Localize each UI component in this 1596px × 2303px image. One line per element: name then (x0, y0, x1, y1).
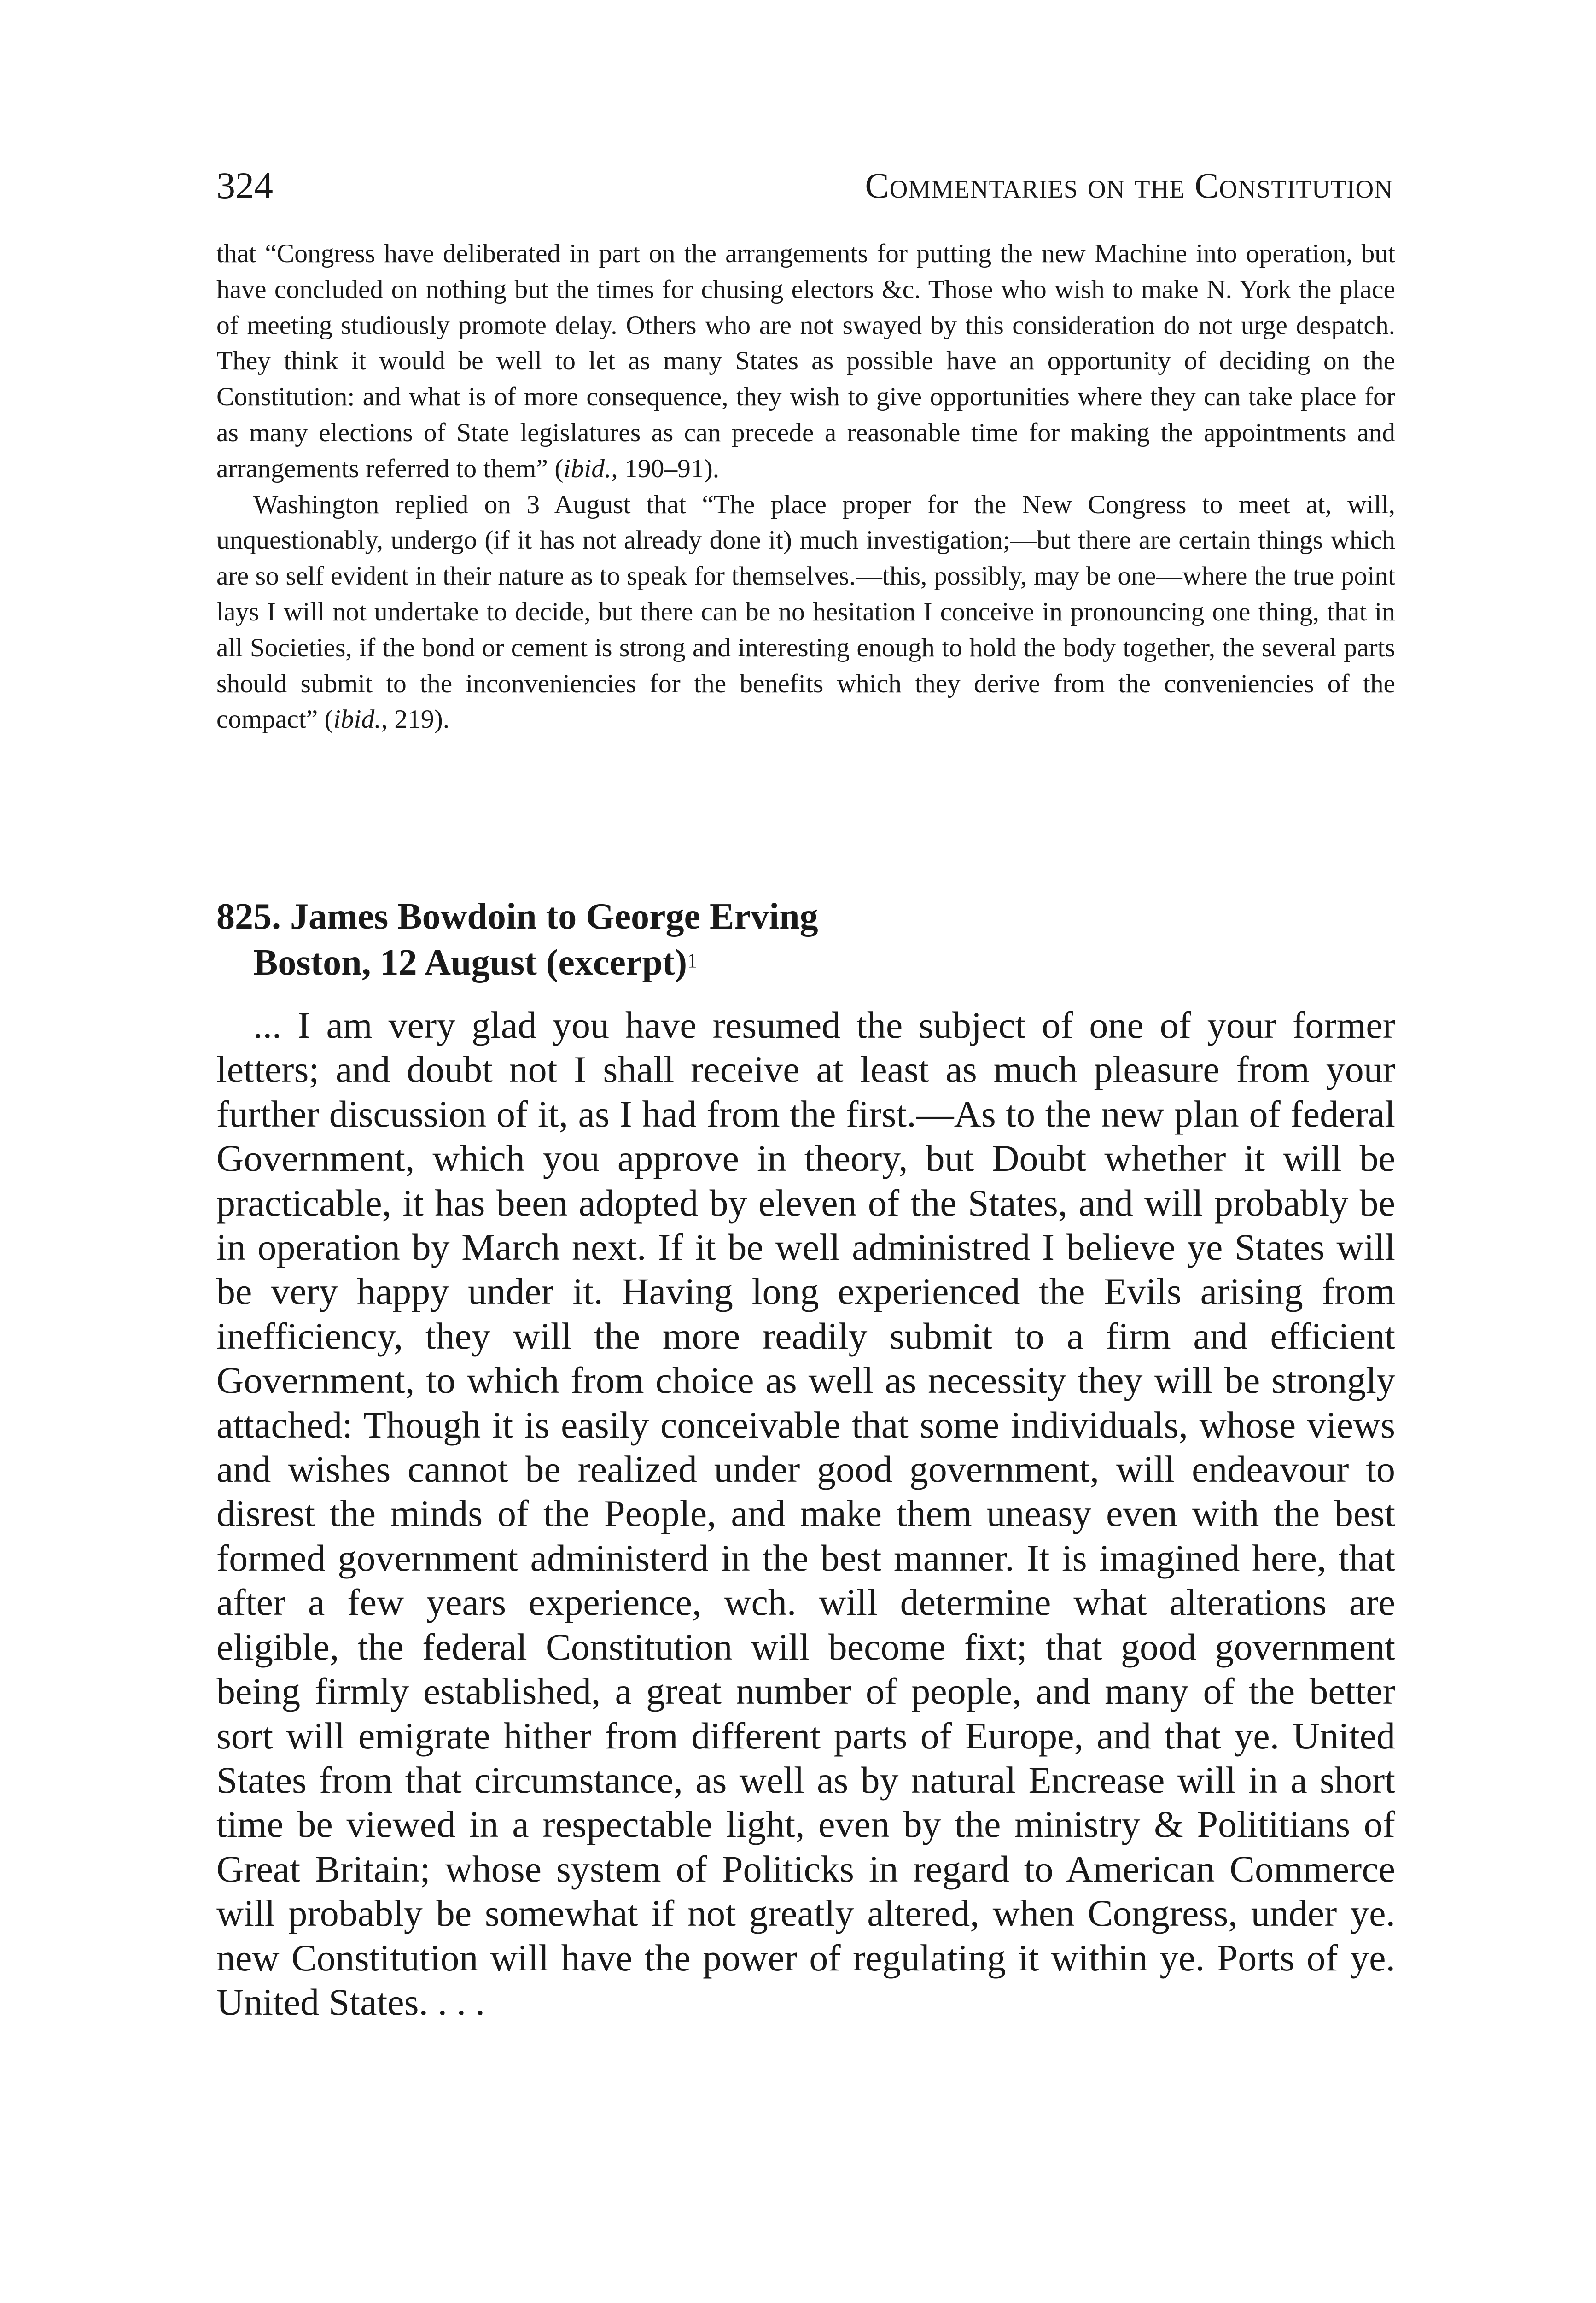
notes-paragraph-text: that “Congress have deliberated in part on the arrangements for putting the new Machine into operation, but have concluded on nothing but the times for chusing electors &c. Those who wish to make N. York the place of meeting studiously promote delay. Others who are not swayed by this consideration do not urge despatch. They think it would be well to let as many States as possible have an opportunity of deciding on the Constitution: and what is of more consequence, they wish to give opportunities where they can take place for as many elections of State legislatures as can precede a reasonable time for making the appointments and arrangements referred to them” (216, 239, 1395, 483)
citation-pages: , 190–91). (611, 454, 720, 483)
citation-ibid: ibid. (563, 454, 612, 483)
footnote-marker: 1 (687, 949, 698, 972)
page-number: 324 (216, 164, 273, 206)
letter-paragraph: ... I am very glad you have resumed the subject of one of your former letters; and doubt not I shall receive at least as much pleasure from your further discussion of it, as I had from the first.—As to the new plan of federal Government, which you approve in theory, but Doubt whether it will be practicable, it has been adopted by eleven of the States, and will probably be in operation by March next. If it be well administred I believe ye States will be very happy under it. Having long experienced the Evils arising from inefficiency, they will the more readily submit to a firm and efficient Government, to which from choice as well as necessity they will be strongly attached: Though it is easily conceivable that some individuals, whose views and wishes cannot be realized under good government, will endeavour to disrest the minds of the People, and make them uneasy even with the best formed government administerd in the best manner. It is imagined here, that after a few years experience, wch. will determine what alterations are eligible, the federal Constitution will become fixt; that good government being firmly established, a great number of people, and many of the better sort will emigrate hither from different parts of Europe, and that ye. United States from that circumstance, as well as by natural Encrease will in a short time be viewed in a respectable light, even by the ministry & Polititians of Great Britain; whose system of Politicks in regard to American Commerce will probably be somewhat if not greatly altered, when Congress, under ye. new Constitution will have the power of regulating it within ye. Ports of ye. United States. . . . (216, 1004, 1395, 2023)
letter-body (216, 1003, 1395, 2024)
entry-heading-title: 825. James Bowdoin to George Erving (216, 896, 818, 937)
notes-paragraph: Washington replied on 3 August that “The place proper for the New Congress to meet at, will, unquestionably, undergo (if it has not already done it) much investigation;—but there are certain things which are so self evident in their nature as to speak for themselves.—this, possibly, may be one—where the true point lays I will not undertake to decide, but there can be no hesitation I conceive in pronouncing one thing, that in all Societies, if the bond or cement is strong and interesting enough to hold the body together, the several parts should submit to the inconveniencies for the benefits which they derive from the conveniencies of the compact” (ibid., 219). (216, 490, 1395, 734)
entry-heading-place-date: Boston, 12 August (excerpt) (253, 942, 687, 983)
entry-heading-subtitle (216, 940, 1395, 986)
citation-pages: , 219). (381, 705, 450, 734)
running-title: Commentaries on the Constitution (865, 165, 1393, 205)
editorial-notes (216, 236, 1395, 737)
notes-paragraph: that “Congress have deliberated in part on the arrangements for putting the new Machine into operation, but have concluded on nothing but the times for chusing electors &c. Those who wish to make N. York the place of meeting studiously promote delay. Others who are not swayed by this consideration do not urge despatch. They think it would be well to let as many States as possible have an opportunity of deciding on the Constitution: and what is of more consequence, they wish to give opportunities where they can take place for as many elections of State legislatures as can precede a reasonable time for making the appointments and arrangements referred to them” (ibid., 190–91). (216, 239, 1395, 483)
notes-paragraph-text: Washington replied on 3 August that “The place proper for the New Congress to meet at, will, unquestionably, undergo (if it has not already done it) much investigation;—but there are certain things which are so self evident in their nature as to speak for themselves.—this, possibly, may be one—where the true point lays I will not undertake to decide, but there can be no hesitation I conceive in pronouncing one thing, that in all Societies, if the bond or cement is strong and interesting enough to hold the body together, the several parts should submit to the inconveniencies for the benefits which they derive from the conveniencies of the compact” (216, 490, 1395, 734)
entry-heading (216, 894, 1395, 986)
citation-ibid: ibid. (333, 705, 381, 734)
page-header (216, 160, 1393, 211)
